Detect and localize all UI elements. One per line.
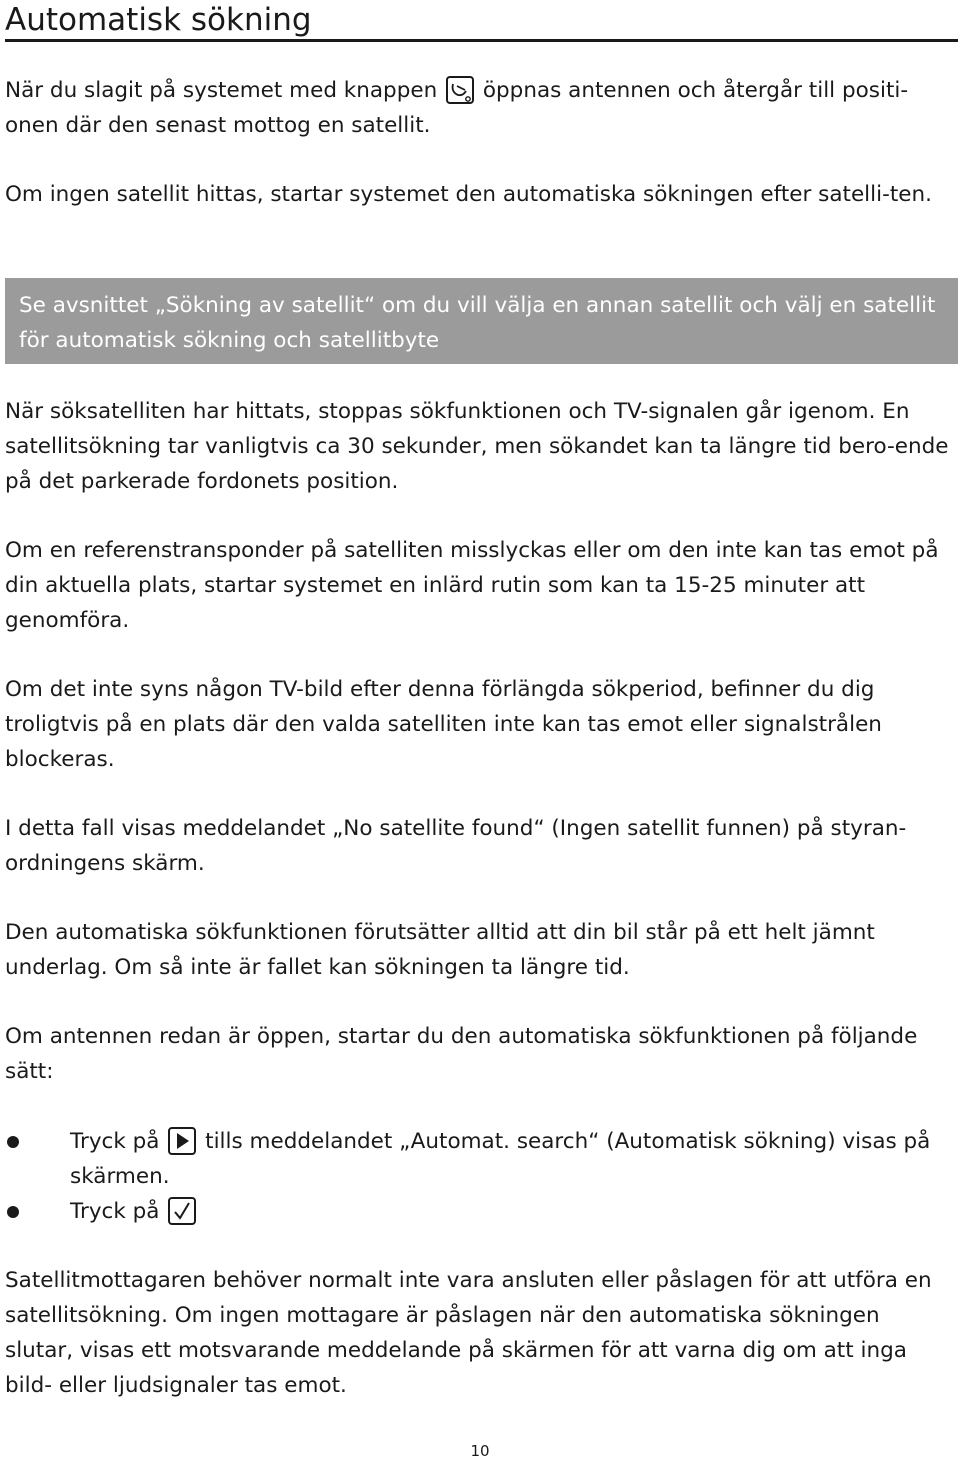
satellite-found-paragraph: När söksatelliten har hittats, stoppas sökfunktionen och TV-signalen går igenom. En satellitsökning tar vanligtvis ca 30 sekunder, men sökandet kan ta längre tid bero-ende på det parkerade fordonets position. [5, 399, 949, 494]
level-ground-paragraph: Den automatiska sökfunktionen förutsätter alltid att din bil står på ett helt jämnt underlag. Om så inte är fallet kan sökningen ta längre tid. [5, 920, 875, 980]
play-icon [168, 1127, 196, 1155]
intro-paragraph [5, 73, 953, 143]
reference-transponder-paragraph: Om en referenstransponder på satelliten misslyckas eller om den inte kan tas emot på din aktuella plats, startar systemet en inlärd rutin som kan ta 15-25 minuter att genomföra. [5, 538, 939, 633]
power-satellite-icon [446, 76, 474, 104]
antenna-open-paragraph: Om antennen redan är öppen, startar du den automatiska sökfunktionen på följande sätt: [5, 1024, 918, 1084]
no-picture-paragraph: Om det inte syns någon TV-bild efter denna förlängda sökperiod, befinner du dig troligtvis på en plats där den valda satelliten inte kan tas emot eller signalstrålen blockeras. [5, 677, 882, 772]
intro-text-after: öppnas antennen och återgår till positi-onen där den senast mottog en satellit. [5, 78, 909, 138]
bullet-icon [7, 1136, 19, 1148]
steps-list [5, 1124, 953, 1229]
bullet-icon [7, 1206, 19, 1218]
no-satellite-message-paragraph: I detta fall visas meddelandet „No satellite found“ (Ingen satellit funnen) på styran-ordningens skärm. [5, 816, 907, 876]
intro-text-before: När du slagit på systemet med knappen [5, 78, 445, 103]
manual-page [5, 0, 958, 1398]
note-box: Se avsnittet „Sökning av satellit“ om du vill välja en annan satellit och välj en satellit för automatisk sökning och satellitbyte [5, 278, 958, 364]
step-text-before: Tryck på [70, 1199, 167, 1224]
receiver-paragraph: Satellitmottagaren behöver normalt inte vara ansluten eller påslagen för att utföra en satellitsökning. Om ingen mottagare är påslagen när den automatiska sökningen slutar, visas ett motsvarande meddelande på skärmen för att varna dig om att inga bild- eller ljudsignaler tas emot. [5, 1268, 932, 1398]
step-text-after: tills meddelandet „Automat. search“ (Automatisk sökning) visas på skärmen. [70, 1129, 931, 1189]
checkmark-icon [168, 1197, 196, 1225]
list-item [5, 1124, 953, 1194]
step-text-before: Tryck på [70, 1129, 167, 1154]
list-item [5, 1194, 953, 1229]
page-title: Automatisk sökning [5, 0, 958, 42]
page-number: 10 [470, 1442, 490, 1460]
no-satellite-paragraph: Om ingen satellit hittas, startar systemet den automatiska sökningen efter satelli-ten. [5, 182, 932, 207]
